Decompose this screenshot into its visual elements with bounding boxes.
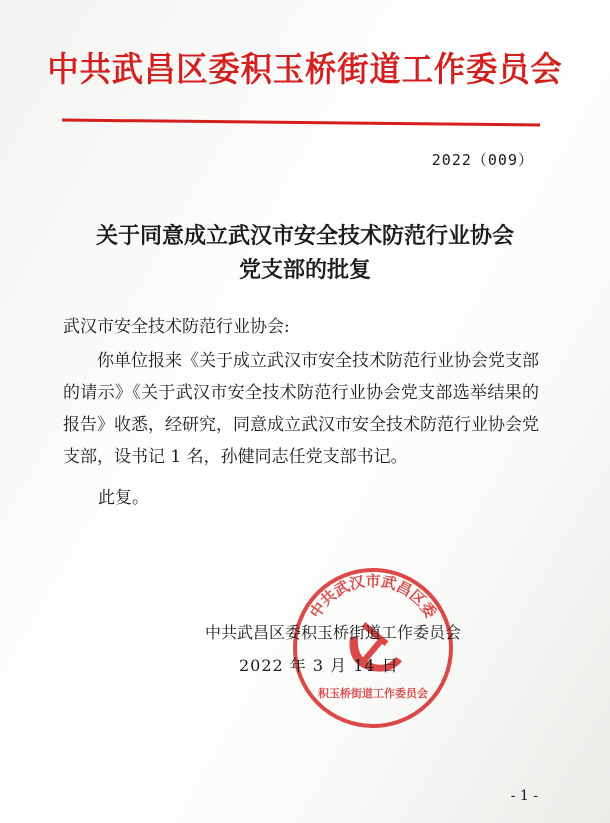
seal-inner-text: 积玉桥街道工作委员会 <box>318 687 428 700</box>
issuing-organization-header: 中共武昌区委积玉桥街道工作委员会 <box>47 50 563 90</box>
body-paragraph: 你单位报来《关于成立武汉市安全技术防范行业协会党支部的请示》《关于武汉市安全技术防范行业协会党支部选举结果的报告》收悉，经研究，同意成立武汉市安全技术防范行业协会党支部，设书记 1 名，孙健同志任党支部书记。 <box>63 351 539 467</box>
closing-remark: 此复。 <box>98 488 149 508</box>
seal-outer-text: 中共武汉市武昌区委 <box>306 572 440 622</box>
salutation: 武汉市安全技术防范行业协会: <box>63 317 290 337</box>
title-line-2: 党支部的批复 <box>238 257 371 283</box>
title-line-1: 关于同意成立武汉市安全技术防范行业协会 <box>95 223 514 249</box>
red-divider-line <box>62 118 540 126</box>
svg-text:中共武汉市武昌区委 <box>306 572 440 621</box>
official-seal <box>290 565 456 731</box>
issue-date: 2022 年 3 月 14 日 <box>239 656 399 675</box>
document-number: 2022（009） <box>431 151 534 169</box>
page-number: - 1 - <box>510 788 538 804</box>
document-title <box>30 219 580 287</box>
issuer-signature: 中共武昌区委积玉桥街道工作委员会 <box>205 623 462 642</box>
